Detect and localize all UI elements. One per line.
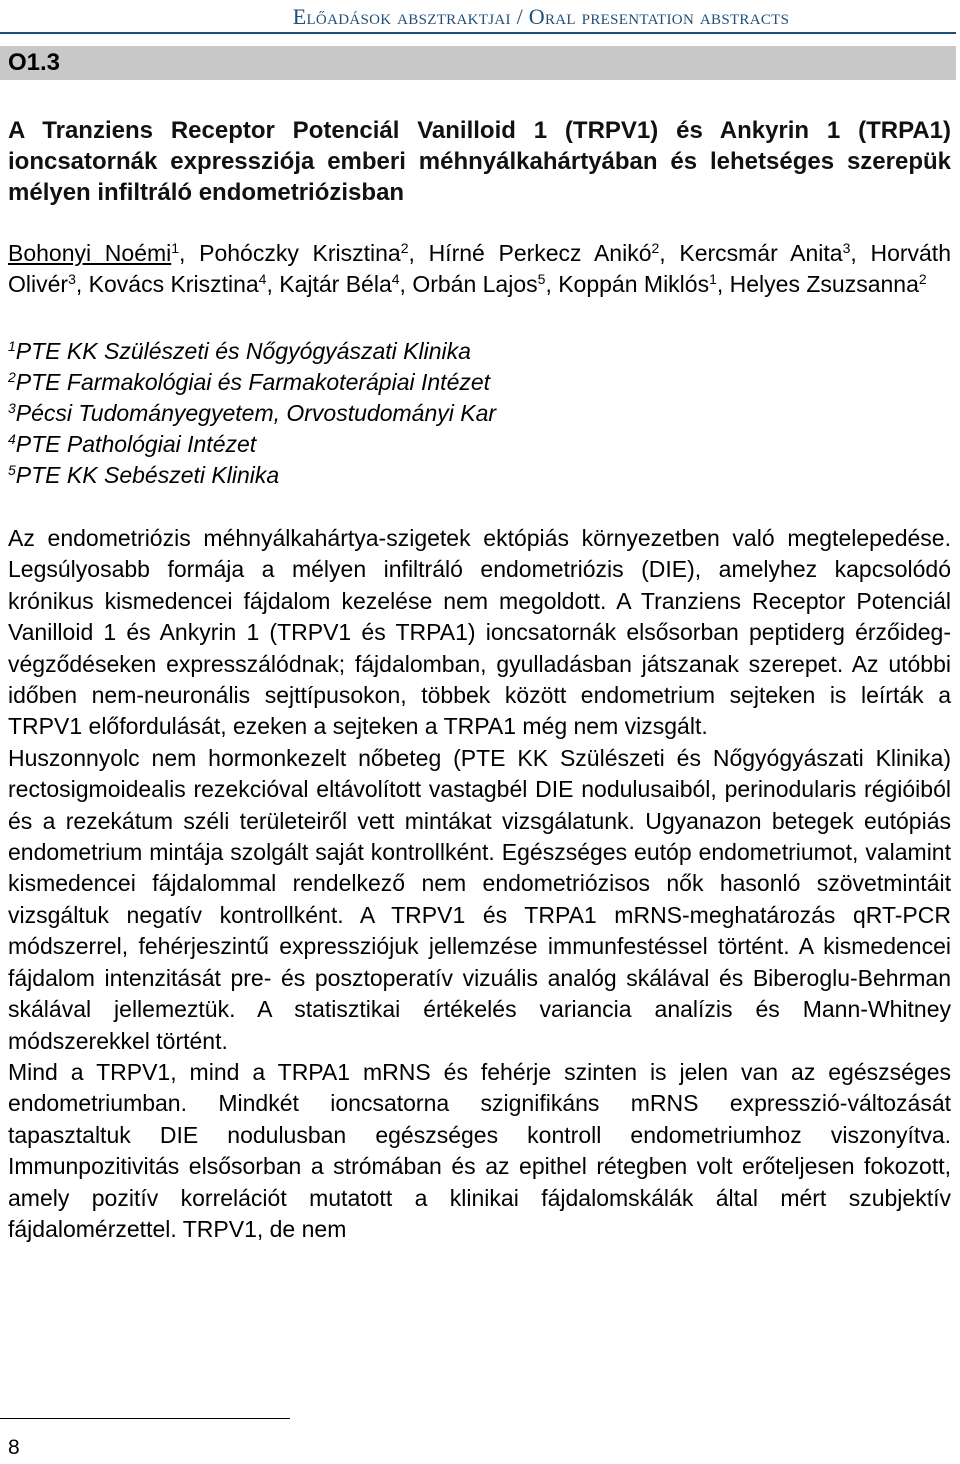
author-affiliation-number: 2 bbox=[651, 240, 660, 256]
affiliation-text: PTE Farmakológiai és Farmakoterápiai Intézet bbox=[15, 369, 491, 395]
author-name: Helyes Zsuzsanna bbox=[729, 271, 919, 297]
author-name: Pohóczky Krisztina bbox=[199, 240, 401, 266]
abstract-paragraph: Huszonnyolc nem hormonkezelt nőbeteg (PTE KK Szülészeti és Nőgyógyászati Klinika) rectosigmoidealis rezekcióval eltávolított vastagbél DIE nodulusaiból, perinodularis régióiból és a rezekátum széli területeiről vett mintákat vizsgálatunk. Ugyanazon betegek eutópiás endometrium mintája szolgált saját kontrollként. Egészséges eutóp endometriumot, valamint kismedencei fájdalommal rendelkező nem endometriózisos nők hasonló szövetmintáit vizsgáltuk negatív kontrollként. A TRPV1 és TRPA1 mRNS-meghatározás qRT-PCR módszerrel, fehérjeszintű expressziójuk jellemzése immunfestéssel történt. A kismedencei fájdalom intenzitását pre- és posztoperatív vizuális analóg skálával és Biberoglu-Behrman skálával jellemeztük. A statisztikai értékelés variancia analízis és Mann-Whitney módszerekkel történt. bbox=[8, 744, 951, 1054]
author bbox=[558, 271, 729, 297]
abstract-code-bar bbox=[0, 46, 956, 80]
affiliation-text: PTE Pathológiai Intézet bbox=[15, 431, 257, 457]
author-name: Kovács Krisztina bbox=[88, 271, 259, 297]
author-separator: , bbox=[399, 271, 413, 297]
affiliation-number: 4 bbox=[8, 431, 16, 447]
affiliation-number: 3 bbox=[8, 400, 16, 416]
author-name: Bohonyi Noémi bbox=[8, 240, 172, 266]
page-number: 8 bbox=[8, 1436, 20, 1459]
author-affiliation-number: 1 bbox=[709, 271, 717, 287]
author-separator: , bbox=[75, 271, 89, 297]
abstract-code: O1.3 bbox=[8, 49, 61, 76]
author bbox=[730, 271, 927, 297]
author-name: Orbán Lajos bbox=[412, 271, 538, 297]
header-rule bbox=[0, 32, 956, 34]
affiliation-number: 5 bbox=[8, 462, 16, 478]
author bbox=[679, 240, 870, 266]
author-affiliation-number: 5 bbox=[537, 271, 546, 287]
author bbox=[199, 240, 428, 266]
author-separator: , bbox=[545, 271, 559, 297]
author-name: Hírné Perkecz Anikó bbox=[428, 240, 652, 266]
author bbox=[429, 240, 680, 266]
affiliation bbox=[8, 367, 951, 398]
author-affiliation-number: 3 bbox=[68, 271, 76, 287]
affiliation bbox=[8, 429, 951, 460]
author bbox=[89, 271, 280, 297]
author-separator: , bbox=[179, 240, 200, 266]
abstract-paragraph: Mind a TRPV1, mind a TRPA1 mRNS és fehérje szinten is jelen van az egészséges endometriumban. Mindkét ioncsatorna szignifikáns mRNS expresszió-változását tapasztaltuk DIE nodulusban egészséges kontroll endometriumhoz viszonyítva. Immunpozitivitás elsősorban a strómában és az epithel rétegben volt erőteljesen fokozott, amely pozitív korrelációt mutatott a klinikai fájdalomskálák által mért szubjektív fájdalomérzettel. TRPV1, de nem bbox=[8, 1058, 951, 1242]
abstract-title: A Tranziens Receptor Potenciál Vanilloid 1 (TRPV1) és Ankyrin 1 (TRPA1) ioncsatornák expressziója emberi méhnyálkahártyában és lehetséges szerepük mélyen infiltráló endometriózisban bbox=[8, 117, 951, 206]
author-separator: , bbox=[850, 240, 871, 266]
author bbox=[279, 271, 412, 297]
author-separator: , bbox=[659, 240, 680, 266]
affiliation-text: PTE KK Sebészeti Klinika bbox=[15, 462, 280, 488]
author-affiliation-number: 3 bbox=[842, 240, 851, 256]
affiliation-number: 1 bbox=[8, 338, 16, 354]
author-affiliation-number: 4 bbox=[258, 271, 267, 287]
author-separator: , bbox=[716, 271, 730, 297]
author-affiliation-number: 4 bbox=[391, 271, 400, 287]
author-separator: , bbox=[266, 271, 280, 297]
abstract-paragraph: Az endometriózis méhnyálkahártya-szigetek ektópiás környezetben való megtelepedése. Legsúlyosabb formája a mélyen infiltráló endometriózis (DIE), amelyhez kapcsolódó krónikus kismedencei fájdalom kezelése nem megoldott. A Tranziens Receptor Potenciál Vanilloid 1 és Ankyrin 1 (TRPV1 és TRPA1) ioncsatornák elsősorban peptiderg érzőideg-végződéseken expresszálódnak; fájdalomban, gyulladásban játszanak szerepet. Az utóbbi időben nem-neuronális sejttípusokon, többek között endometrium sejteken is leírták a TRPV1 előfordulását, ezeken a sejteken a TRPA1 még nem vizsgált. bbox=[8, 525, 951, 740]
affiliation bbox=[8, 398, 951, 429]
author-list bbox=[8, 238, 951, 300]
author-affiliation-number: 2 bbox=[918, 271, 927, 287]
author bbox=[412, 271, 558, 297]
affiliation-number: 2 bbox=[8, 369, 16, 385]
affiliation-list bbox=[8, 336, 951, 491]
abstract-body bbox=[8, 523, 951, 1245]
affiliation bbox=[8, 336, 951, 367]
running-header: Előadások absztraktjai / Oral presentation abstracts bbox=[292, 4, 790, 29]
author-name: Koppán Miklós bbox=[558, 271, 710, 297]
affiliation-text: PTE KK Szülészeti és Nőgyógyászati Klinika bbox=[15, 338, 471, 364]
author-name: Kercsmár Anita bbox=[679, 240, 843, 266]
author-affiliation-number: 1 bbox=[171, 240, 180, 256]
affiliation bbox=[8, 460, 951, 491]
author-name: Horváth Olivér bbox=[8, 240, 951, 297]
affiliation-text: Pécsi Tudományegyetem, Orvostudományi Kar bbox=[15, 400, 497, 426]
author-affiliation-number: 2 bbox=[400, 240, 409, 256]
author-separator: , bbox=[408, 240, 429, 266]
author-name: Kajtár Béla bbox=[279, 271, 392, 297]
footer-rule bbox=[0, 1418, 290, 1419]
author bbox=[8, 240, 199, 266]
